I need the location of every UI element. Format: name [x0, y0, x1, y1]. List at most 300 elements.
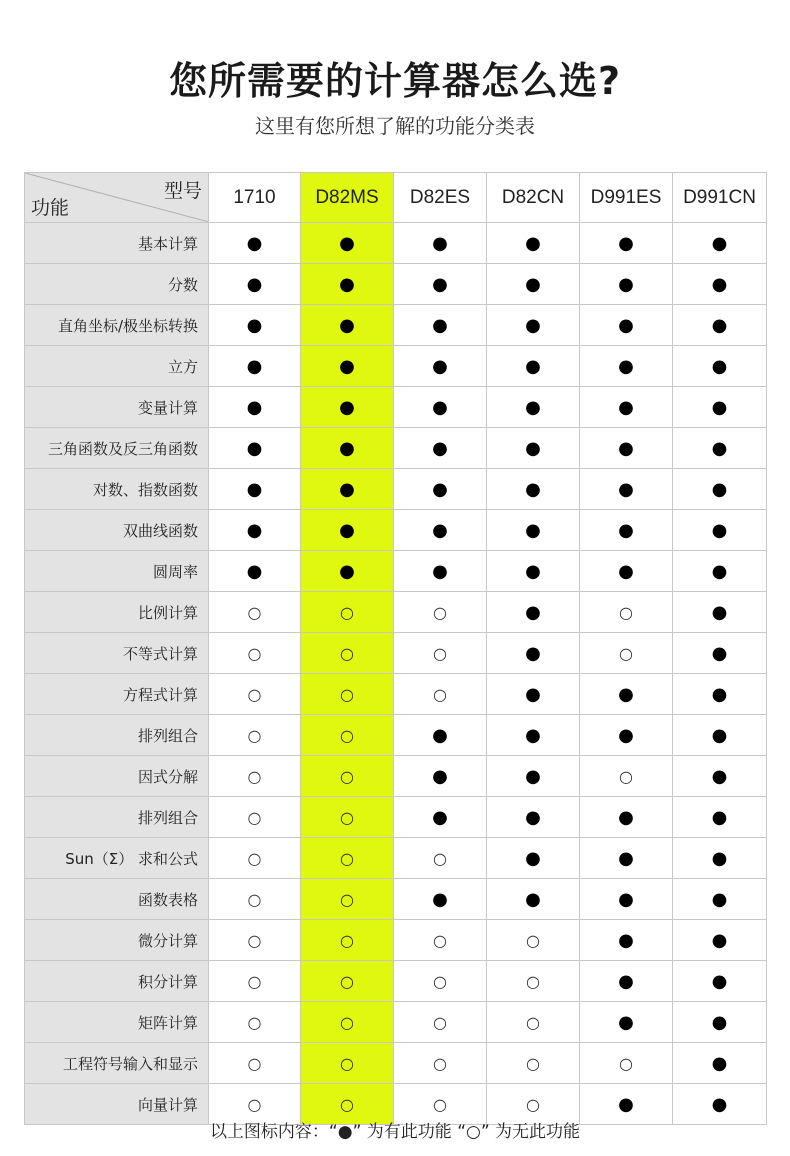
model-header-d82ms: D82MS [301, 173, 394, 223]
supported-dot-icon: ● [525, 765, 541, 787]
unsupported-circle-icon: ○ [526, 1053, 540, 1073]
supported-dot-icon: ● [339, 314, 355, 336]
support-cell [673, 920, 767, 961]
table-row [25, 838, 767, 879]
supported-dot-icon: ● [432, 560, 448, 582]
support-cell [394, 920, 487, 961]
supported-dot-icon: ● [339, 560, 355, 582]
support-cell [394, 510, 487, 551]
supported-dot-icon: ● [618, 273, 634, 295]
supported-dot-icon: ● [711, 929, 728, 951]
support-cell [394, 551, 487, 592]
support-cell [487, 715, 580, 756]
feature-label: 矩阵计算 [25, 1002, 209, 1043]
supported-dot-icon: ● [339, 273, 355, 295]
support-cell [487, 469, 580, 510]
unsupported-circle-icon: ○ [433, 602, 447, 622]
table-row [25, 879, 767, 920]
supported-dot-icon: ● [432, 478, 448, 500]
supported-dot-icon: ● [618, 888, 634, 910]
unsupported-circle-icon: ○ [619, 1053, 633, 1073]
support-cell [580, 469, 673, 510]
support-cell [580, 797, 673, 838]
support-cell [580, 264, 673, 305]
support-cell [394, 756, 487, 797]
support-cell [394, 1002, 487, 1043]
supported-dot-icon: ● [711, 888, 728, 910]
supported-dot-icon: ● [432, 724, 448, 746]
support-cell [209, 756, 301, 797]
supported-dot-icon: ● [618, 1093, 634, 1115]
supported-dot-icon: ● [525, 437, 541, 459]
supported-dot-icon: ● [432, 888, 448, 910]
supported-dot-icon: ● [618, 1011, 634, 1033]
support-cell [394, 633, 487, 674]
table-row [25, 756, 767, 797]
supported-dot-icon: ● [432, 765, 448, 787]
supported-dot-icon: ● [618, 396, 634, 418]
supported-dot-icon: ● [711, 232, 728, 254]
model-header-d82cn: D82CN [487, 173, 580, 223]
supported-dot-icon: ● [246, 273, 263, 295]
unsupported-circle-icon: ○ [340, 1012, 354, 1032]
support-cell [487, 633, 580, 674]
supported-dot-icon: ● [339, 232, 355, 254]
model-header-d991cn: D991CN [673, 173, 767, 223]
support-cell [301, 920, 394, 961]
supported-dot-icon: ● [246, 560, 263, 582]
supported-dot-icon: ● [339, 519, 355, 541]
unsupported-circle-icon: ○ [340, 602, 354, 622]
support-cell [209, 961, 301, 1002]
support-cell [301, 756, 394, 797]
supported-dot-icon: ● [618, 355, 634, 377]
support-cell [301, 510, 394, 551]
supported-dot-icon: ● [432, 273, 448, 295]
support-cell [209, 879, 301, 920]
supported-dot-icon: ● [618, 970, 634, 992]
support-cell [673, 387, 767, 428]
feature-label: 向量计算 [25, 1084, 209, 1125]
unsupported-circle-icon: ○ [619, 643, 633, 663]
support-cell [394, 387, 487, 428]
supported-dot-icon: ● [432, 396, 448, 418]
supported-dot-icon: ● [432, 314, 448, 336]
support-cell [209, 592, 301, 633]
support-cell [301, 428, 394, 469]
support-cell [394, 838, 487, 879]
unsupported-circle-icon: ○ [433, 684, 447, 704]
table-row [25, 510, 767, 551]
support-cell [580, 1043, 673, 1084]
support-cell [673, 1043, 767, 1084]
support-cell [487, 223, 580, 264]
support-cell [580, 428, 673, 469]
supported-dot-icon: ● [432, 232, 448, 254]
support-cell [209, 1043, 301, 1084]
feature-label: Sun（Σ） 求和公式 [25, 838, 209, 879]
unsupported-circle-icon: ○ [433, 1094, 447, 1114]
table-row [25, 920, 767, 961]
supported-dot-icon: ● [246, 437, 263, 459]
feature-axis-label: 功能 [31, 198, 70, 219]
table-row [25, 1043, 767, 1084]
unsupported-circle-icon: ○ [340, 684, 354, 704]
support-cell [301, 797, 394, 838]
support-cell [580, 305, 673, 346]
support-cell [394, 961, 487, 1002]
supported-dot-icon: ● [618, 806, 634, 828]
support-cell [394, 879, 487, 920]
supported-dot-icon: ● [618, 683, 634, 705]
supported-dot-icon: ● [711, 806, 728, 828]
support-cell [487, 387, 580, 428]
support-cell [209, 223, 301, 264]
supported-dot-icon: ● [525, 519, 541, 541]
supported-dot-icon: ● [525, 888, 541, 910]
table-row [25, 346, 767, 387]
unsupported-circle-icon: ○ [619, 766, 633, 786]
unsupported-circle-icon: ○ [247, 889, 262, 909]
model-header-1710: 1710 [209, 173, 301, 223]
supported-dot-icon: ● [711, 1011, 728, 1033]
support-cell [580, 510, 673, 551]
unsupported-circle-icon: ○ [433, 930, 447, 950]
support-cell [394, 592, 487, 633]
support-cell [301, 387, 394, 428]
supported-dot-icon: ● [246, 232, 263, 254]
unsupported-circle-icon: ○ [247, 1012, 262, 1032]
support-cell [487, 264, 580, 305]
support-cell [394, 469, 487, 510]
unsupported-circle-icon: ○ [247, 1053, 262, 1073]
support-cell [673, 961, 767, 1002]
support-cell [209, 715, 301, 756]
supported-dot-icon: ● [711, 1093, 728, 1115]
unsupported-circle-icon: ○ [526, 971, 540, 991]
unsupported-circle-icon: ○ [433, 1053, 447, 1073]
support-cell [673, 551, 767, 592]
support-cell [580, 551, 673, 592]
support-cell [580, 961, 673, 1002]
support-cell [301, 674, 394, 715]
supported-dot-icon: ● [618, 314, 634, 336]
supported-dot-icon: ● [432, 355, 448, 377]
table-body [25, 223, 767, 1125]
unsupported-circle-icon: ○ [247, 971, 262, 991]
unsupported-circle-icon: ○ [433, 971, 447, 991]
support-cell [301, 879, 394, 920]
supported-dot-icon: ● [339, 396, 355, 418]
support-cell [487, 428, 580, 469]
feature-label: 对数、指数函数 [25, 469, 209, 510]
support-cell [209, 428, 301, 469]
support-cell [301, 551, 394, 592]
supported-dot-icon: ● [246, 396, 263, 418]
supported-dot-icon: ● [525, 314, 541, 336]
support-cell [580, 346, 673, 387]
support-cell [301, 223, 394, 264]
support-cell [487, 510, 580, 551]
supported-dot-icon: ● [525, 273, 541, 295]
support-cell [673, 223, 767, 264]
support-cell [487, 797, 580, 838]
supported-dot-icon: ● [339, 437, 355, 459]
support-cell [487, 551, 580, 592]
support-cell [209, 674, 301, 715]
supported-dot-icon: ● [339, 478, 355, 500]
table-row [25, 469, 767, 510]
support-cell [487, 1043, 580, 1084]
support-cell [580, 1002, 673, 1043]
supported-dot-icon: ● [432, 519, 448, 541]
supported-dot-icon: ● [711, 396, 728, 418]
support-cell [673, 346, 767, 387]
support-cell [301, 633, 394, 674]
supported-dot-icon: ● [246, 355, 263, 377]
unsupported-circle-icon: ○ [340, 971, 354, 991]
unsupported-circle-icon: ○ [247, 1094, 262, 1114]
support-cell [209, 346, 301, 387]
supported-dot-icon: ● [711, 642, 728, 664]
support-cell [673, 633, 767, 674]
unsupported-circle-icon: ○ [247, 807, 262, 827]
support-cell [209, 469, 301, 510]
table-row [25, 305, 767, 346]
support-cell [580, 633, 673, 674]
support-cell [487, 592, 580, 633]
support-cell [301, 264, 394, 305]
support-cell [580, 674, 673, 715]
supported-dot-icon: ● [525, 560, 541, 582]
support-cell [301, 961, 394, 1002]
supported-dot-icon: ● [618, 847, 634, 869]
supported-dot-icon: ● [711, 1052, 728, 1074]
unsupported-circle-icon: ○ [433, 848, 447, 868]
unsupported-circle-icon: ○ [619, 602, 633, 622]
table-row [25, 264, 767, 305]
supported-dot-icon: ● [711, 765, 728, 787]
support-cell [394, 305, 487, 346]
table-row [25, 715, 767, 756]
supported-dot-icon: ● [339, 355, 355, 377]
support-cell [673, 1002, 767, 1043]
feature-label: 双曲线函数 [25, 510, 209, 551]
support-cell [209, 510, 301, 551]
unsupported-circle-icon: ○ [247, 848, 262, 868]
feature-label: 比例计算 [25, 592, 209, 633]
feature-label: 变量计算 [25, 387, 209, 428]
legend-note: 以上图标内容：“●” 为有此功能 “○” 为无此功能 [209, 1122, 581, 1142]
table-row [25, 592, 767, 633]
table-row [25, 674, 767, 715]
support-cell [301, 1002, 394, 1043]
supported-dot-icon: ● [618, 478, 634, 500]
support-cell [580, 920, 673, 961]
support-cell [673, 592, 767, 633]
support-cell [209, 551, 301, 592]
support-cell [580, 223, 673, 264]
support-cell [301, 838, 394, 879]
table-row [25, 223, 767, 264]
page-subtitle: 这里有您所想了解的功能分类表 [255, 114, 535, 138]
support-cell [580, 592, 673, 633]
header-row [25, 173, 767, 223]
unsupported-circle-icon: ○ [340, 930, 354, 950]
support-cell [487, 305, 580, 346]
unsupported-circle-icon: ○ [340, 889, 354, 909]
feature-label: 基本计算 [25, 223, 209, 264]
support-cell [209, 838, 301, 879]
support-cell [673, 469, 767, 510]
unsupported-circle-icon: ○ [340, 848, 354, 868]
supported-dot-icon: ● [618, 519, 634, 541]
unsupported-circle-icon: ○ [247, 643, 262, 663]
page-title: 您所需要的计算器怎么选? [168, 59, 622, 103]
unsupported-circle-icon: ○ [247, 930, 262, 950]
support-cell [209, 920, 301, 961]
supported-dot-icon: ● [246, 519, 263, 541]
supported-dot-icon: ● [711, 478, 728, 500]
support-cell [209, 305, 301, 346]
supported-dot-icon: ● [432, 806, 448, 828]
unsupported-circle-icon: ○ [247, 766, 262, 786]
supported-dot-icon: ● [246, 478, 263, 500]
support-cell [580, 756, 673, 797]
feature-label: 微分计算 [25, 920, 209, 961]
feature-label: 因式分解 [25, 756, 209, 797]
support-cell [394, 674, 487, 715]
feature-label: 直角坐标/极坐标转换 [25, 305, 209, 346]
support-cell [487, 961, 580, 1002]
supported-dot-icon: ● [618, 724, 634, 746]
support-cell [673, 715, 767, 756]
supported-dot-icon: ● [525, 683, 541, 705]
unsupported-circle-icon: ○ [340, 643, 354, 663]
support-cell [487, 674, 580, 715]
support-cell [209, 1002, 301, 1043]
unsupported-circle-icon: ○ [247, 725, 262, 745]
support-cell [301, 346, 394, 387]
support-cell [580, 838, 673, 879]
unsupported-circle-icon: ○ [526, 930, 540, 950]
unsupported-circle-icon: ○ [526, 1012, 540, 1032]
table-row [25, 551, 767, 592]
supported-dot-icon: ● [525, 478, 541, 500]
supported-dot-icon: ● [246, 314, 263, 336]
support-cell [394, 346, 487, 387]
support-cell [487, 879, 580, 920]
support-cell [394, 428, 487, 469]
unsupported-circle-icon: ○ [340, 1053, 354, 1073]
feature-comparison-table [24, 172, 767, 1125]
support-cell [394, 797, 487, 838]
feature-label: 工程符号输入和显示 [25, 1043, 209, 1084]
support-cell [394, 264, 487, 305]
feature-label: 立方 [25, 346, 209, 387]
support-cell [673, 264, 767, 305]
unsupported-circle-icon: ○ [526, 1094, 540, 1114]
supported-dot-icon: ● [618, 232, 634, 254]
supported-dot-icon: ● [525, 642, 541, 664]
support-cell [209, 797, 301, 838]
supported-dot-icon: ● [711, 601, 728, 623]
support-cell [487, 920, 580, 961]
supported-dot-icon: ● [711, 683, 728, 705]
support-cell [673, 428, 767, 469]
supported-dot-icon: ● [711, 560, 728, 582]
feature-label: 函数表格 [25, 879, 209, 920]
support-cell [209, 264, 301, 305]
support-cell [209, 633, 301, 674]
supported-dot-icon: ● [711, 970, 728, 992]
feature-label: 排列组合 [25, 797, 209, 838]
unsupported-circle-icon: ○ [340, 807, 354, 827]
feature-label: 圆周率 [25, 551, 209, 592]
corner-header-cell [25, 173, 209, 223]
supported-dot-icon: ● [711, 355, 728, 377]
support-cell [673, 674, 767, 715]
unsupported-circle-icon: ○ [340, 1094, 354, 1114]
supported-dot-icon: ● [525, 806, 541, 828]
support-cell [301, 715, 394, 756]
support-cell [673, 879, 767, 920]
feature-label: 不等式计算 [25, 633, 209, 674]
feature-label: 积分计算 [25, 961, 209, 1002]
feature-label: 方程式计算 [25, 674, 209, 715]
model-axis-label: 型号 [163, 181, 202, 202]
support-cell [394, 1043, 487, 1084]
supported-dot-icon: ● [711, 724, 728, 746]
support-cell [580, 715, 673, 756]
support-cell [301, 469, 394, 510]
support-cell [580, 387, 673, 428]
supported-dot-icon: ● [525, 355, 541, 377]
supported-dot-icon: ● [711, 314, 728, 336]
supported-dot-icon: ● [711, 847, 728, 869]
unsupported-circle-icon: ○ [433, 1012, 447, 1032]
supported-dot-icon: ● [711, 273, 728, 295]
unsupported-circle-icon: ○ [340, 725, 354, 745]
support-cell [209, 387, 301, 428]
support-cell [301, 592, 394, 633]
support-cell [487, 838, 580, 879]
supported-dot-icon: ● [432, 437, 448, 459]
supported-dot-icon: ● [711, 519, 728, 541]
table-row [25, 633, 767, 674]
support-cell [487, 756, 580, 797]
support-cell [301, 1043, 394, 1084]
support-cell [487, 346, 580, 387]
support-cell [394, 715, 487, 756]
unsupported-circle-icon: ○ [247, 602, 262, 622]
table-row [25, 961, 767, 1002]
supported-dot-icon: ● [525, 724, 541, 746]
supported-dot-icon: ● [525, 232, 541, 254]
table-row [25, 387, 767, 428]
support-cell [580, 879, 673, 920]
support-cell [487, 1002, 580, 1043]
supported-dot-icon: ● [711, 437, 728, 459]
supported-dot-icon: ● [618, 437, 634, 459]
feature-label: 排列组合 [25, 715, 209, 756]
supported-dot-icon: ● [618, 929, 634, 951]
support-cell [673, 756, 767, 797]
supported-dot-icon: ● [525, 396, 541, 418]
unsupported-circle-icon: ○ [247, 684, 262, 704]
support-cell [394, 223, 487, 264]
model-header-d82es: D82ES [394, 173, 487, 223]
